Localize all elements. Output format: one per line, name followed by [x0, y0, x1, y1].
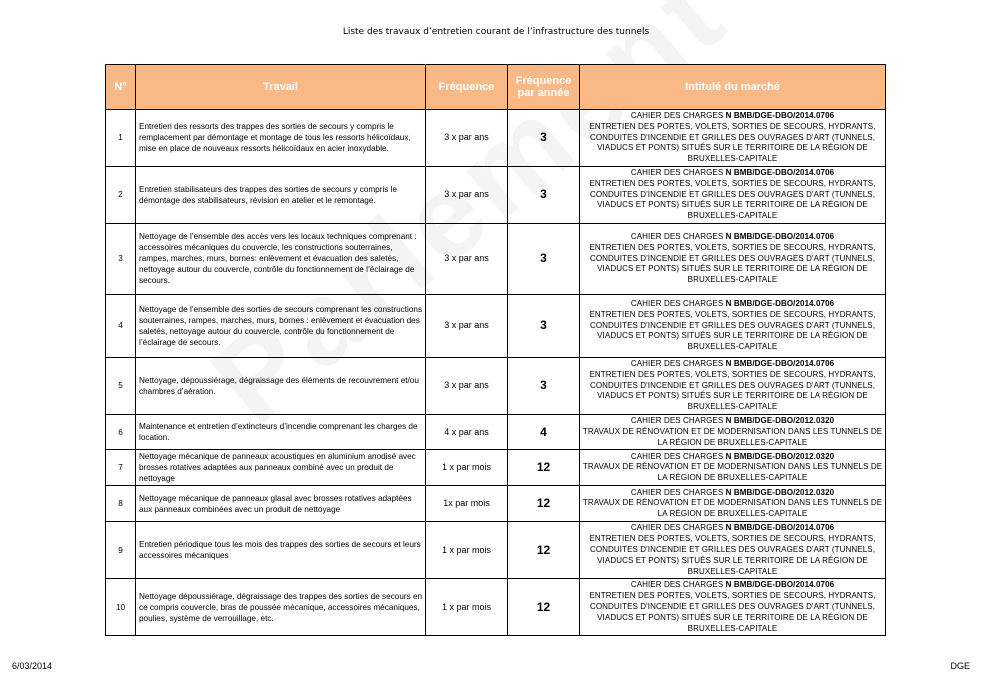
- market-prefix: CAHIER DES CHARGES: [630, 358, 726, 368]
- work-description: Nettoyage de l’ensemble des accès vers les locaux techniques comprenant : accessoires mécaniques du couvercle, les constructions souterraines, rampes, marches, murs, bornes: enlèvement et évacuation des saletés, nettoyage autour du couvercle, contrôle du fonctionnement de l’éclairage de secours.: [136, 223, 426, 294]
- market-prefix: CAHIER DES CHARGES: [630, 231, 726, 241]
- frequency: 3 x par ans: [426, 357, 508, 414]
- market-code: N BMB/DGE-DBO/2012.0320: [725, 451, 835, 461]
- work-description: Entretien des ressorts des trappes des sorties de secours y compris le remplacement par démontage et montage de tous les ressorts hélicoïdaux, mise en place de nouveaux ressorts hélicoïdaux en acier inoxydable.: [136, 110, 426, 167]
- table-row: [106, 522, 886, 579]
- table-row: [106, 450, 886, 486]
- frequency-per-year: 12: [508, 450, 580, 486]
- table-row: [106, 294, 886, 357]
- header-num: N°: [106, 65, 136, 110]
- frequency-per-year: 3: [508, 223, 580, 294]
- row-number: 8: [106, 486, 136, 522]
- market-prefix: CAHIER DES CHARGES: [630, 167, 726, 177]
- footer-date: 6/03/2014: [12, 661, 53, 671]
- market-code: N BMB/DGE-DBO/2014.0706: [725, 523, 835, 533]
- table-row: [106, 110, 886, 167]
- row-number: 7: [106, 450, 136, 486]
- frequency: 1 x par mois: [426, 579, 508, 636]
- work-description: Nettoyage mécanique de panneaux glasal avec brosses rotatives adaptées aux panneaux combinées avec un produit de nettoyage: [136, 486, 426, 522]
- market-description: ENTRETIEN DES PORTES, VOLETS, SORTIES DE SECOURS, HYDRANTS, CONDUITES D'INCENDIE ET GRILLES DES OUVRAGES D'ART (TUNNELS, VIADUCS ET PONTS) SITUÉS SUR LE TERRITOIRE DE LA RÉGION DE BRUXELLES-CAPITALE: [589, 369, 876, 412]
- table-row: [106, 357, 886, 414]
- frequency: 3 x par ans: [426, 223, 508, 294]
- market-description: TRAVAUX DE RÉNOVATION ET DE MODERNISATION DANS LES TUNNELS DE LA RÉGION DE BRUXELLES-CAPITALE: [582, 462, 883, 483]
- market-code: N BMB/DGE-DBO/2012.0320: [725, 487, 835, 497]
- market-title: [580, 414, 886, 449]
- row-number: 4: [106, 294, 136, 357]
- market-code: N BMB/DGE-DBO/2014.0706: [725, 358, 835, 368]
- maintenance-table: [105, 64, 886, 636]
- work-description: Nettoyage, dépoussiérage, dégraissage des éléments de recouvrement et/ou chambres d’aération.: [136, 357, 426, 414]
- market-description: ENTRETIEN DES PORTES, VOLETS, SORTIES DE SECOURS, HYDRANTS, CONDUITES D'INCENDIE ET GRILLES DES OUVRAGES D'ART (TUNNELS, VIADUCS ET PONTS) SITUÉS SUR LE TERRITOIRE DE LA RÉGION DE BRUXELLES-CAPITALE: [589, 534, 876, 576]
- work-description: Nettoyage mécanique de panneaux acoustiques en aluminium anodisé avec brosses rotatives adaptées aux panneaux combiné avec un produit de nettoyage: [136, 450, 426, 486]
- market-description: ENTRETIEN DES PORTES, VOLETS, SORTIES DE SECOURS, HYDRANTS, CONDUITES D'INCENDIE ET GRILLES DES OUVRAGES D'ART (TUNNELS, VIADUCS ET PONTS) SITUÉS SUR LE TERRITOIRE DE LA RÉGION DE BRUXELLES-CAPITALE: [589, 591, 876, 633]
- market-title: [580, 294, 886, 357]
- frequency: 1x par mois: [426, 486, 508, 522]
- market-description: ENTRETIEN DES PORTES, VOLETS, SORTIES DE SECOURS, HYDRANTS, CONDUITES D'INCENDIE ET GRILLES DES OUVRAGES D'ART (TUNNELS, VIADUCS ET PONTS) SITUÉS SUR LE TERRITOIRE DE LA RÉGION DE BRUXELLES-CAPITALE: [589, 178, 876, 221]
- row-number: 6: [106, 414, 136, 449]
- market-code: N BMB/DGE-DBO/2014.0706: [725, 580, 835, 590]
- market-description: ENTRETIEN DES PORTES, VOLETS, SORTIES DE SECOURS, HYDRANTS, CONDUITES D'INCENDIE ET GRILLES DES OUVRAGES D'ART (TUNNELS, VIADUCS ET PONTS) SITUÉS SUR LE TERRITOIRE DE LA RÉGION DE BRUXELLES-CAPITALE: [589, 242, 876, 285]
- market-title: [580, 450, 886, 486]
- frequency: 3 x par ans: [426, 166, 508, 223]
- market-code: N BMB/DGE-DBO/2014.0706: [725, 298, 835, 308]
- row-number: 1: [106, 110, 136, 167]
- table-row: [106, 414, 886, 449]
- frequency-per-year: 12: [508, 486, 580, 522]
- market-description: ENTRETIEN DES PORTES, VOLETS, SORTIES DE SECOURS, HYDRANTS, CONDUITES D'INCENDIE ET GRILLES DES OUVRAGES D'ART (TUNNELS, VIADUCS ET PONTS) SITUÉS SUR LE TERRITOIRE DE LA RÉGION DE BRUXELLES-CAPITALE: [589, 121, 876, 164]
- market-prefix: CAHIER DES CHARGES: [630, 451, 726, 461]
- table-row: [106, 579, 886, 636]
- frequency-per-year: 3: [508, 294, 580, 357]
- table-header-row: [106, 65, 886, 110]
- market-prefix: CAHIER DES CHARGES: [630, 580, 726, 590]
- row-number: 10: [106, 579, 136, 636]
- market-code: N BMB/DGE-DBO/2014.0706: [725, 167, 835, 177]
- frequency-per-year: 12: [508, 522, 580, 579]
- frequency-per-year: 4: [508, 414, 580, 449]
- frequency: 3 x par ans: [426, 294, 508, 357]
- work-description: Maintenance et entretien d’extincteurs d’incendie comprenant les charges de location.: [136, 414, 426, 449]
- header-market: Intitulé du marché: [580, 65, 886, 110]
- table-row: [106, 166, 886, 223]
- market-prefix: CAHIER DES CHARGES: [630, 298, 726, 308]
- market-code: N BMB/DGE-DBO/2012.0320: [725, 415, 835, 425]
- market-prefix: CAHIER DES CHARGES: [630, 487, 726, 497]
- row-number: 5: [106, 357, 136, 414]
- header-work: Travail: [136, 65, 426, 110]
- market-title: [580, 166, 886, 223]
- frequency-per-year: 3: [508, 357, 580, 414]
- market-code: N BMB/DGE-DBO/2014.0706: [725, 111, 835, 120]
- frequency: 4 x par ans: [426, 414, 508, 449]
- row-number: 9: [106, 522, 136, 579]
- market-description: TRAVAUX DE RÉNOVATION ET DE MODERNISATION DANS LES TUNNELS DE LA RÉGION DE BRUXELLES-CAPITALE: [582, 498, 883, 519]
- market-prefix: CAHIER DES CHARGES: [630, 523, 726, 533]
- row-number: 2: [106, 166, 136, 223]
- frequency: 1 x par mois: [426, 522, 508, 579]
- market-description: ENTRETIEN DES PORTES, VOLETS, SORTIES DE SECOURS, HYDRANTS, CONDUITES D'INCENDIE ET GRILLES DES OUVRAGES D'ART (TUNNELS, VIADUCS ET PONTS) SITUÉS SUR LE TERRITOIRE DE LA RÉGION DE BRUXELLES-CAPITALE: [589, 309, 876, 352]
- work-description: Nettoyage de l’ensemble des sorties de secours comprenant les constructions souterraines, rampes, marches, murs, bornes : enlèvement et évacuation des saletés, nettoyage autour du couvercle, contrôle du fonctionnement de l’éclairage de secours.: [136, 294, 426, 357]
- market-description: TRAVAUX DE RÉNOVATION ET DE MODERNISATION DANS LES TUNNELS DE LA RÉGION DE BRUXELLES-CAPITALE: [582, 426, 883, 447]
- frequency-per-year: 3: [508, 166, 580, 223]
- market-title: [580, 486, 886, 522]
- market-prefix: CAHIER DES CHARGES: [630, 111, 726, 120]
- market-title: [580, 223, 886, 294]
- market-title: [580, 110, 886, 167]
- frequency: 1 x par mois: [426, 450, 508, 486]
- header-frequency: Fréquence: [426, 65, 508, 110]
- work-description: Nettoyage dépoussiérage, dégraissage des trappes des sorties de secours en ce compris couvercle, bras de poussée mécanique, accessoires mécaniques, poulies, système de verrouillage, etc.: [136, 579, 426, 636]
- work-description: Entretien périodique tous les mois des trappes des sorties de secours et leurs accessoires mécaniques: [136, 522, 426, 579]
- market-title: [580, 522, 886, 579]
- header-per-year: Fréquence par année: [508, 65, 580, 110]
- market-prefix: CAHIER DES CHARGES: [630, 415, 726, 425]
- market-code: N BMB/DGE-DBO/2014.0706: [725, 231, 835, 241]
- market-title: [580, 579, 886, 636]
- table-row: [106, 486, 886, 522]
- page-title: Liste des travaux d’entretien courant de l’infrastructure des tunnels: [342, 27, 650, 37]
- footer-org: DGE: [950, 661, 970, 671]
- table-body: [106, 110, 886, 636]
- work-description: Entretien stabilisateurs des trappes des sorties de secours y compris le démontage des stabilisateurs, révision en atelier et le remontage.: [136, 166, 426, 223]
- frequency: 3 x par ans: [426, 110, 508, 167]
- row-number: 3: [106, 223, 136, 294]
- table-row: [106, 223, 886, 294]
- market-title: [580, 357, 886, 414]
- frequency-per-year: 12: [508, 579, 580, 636]
- frequency-per-year: 3: [508, 110, 580, 167]
